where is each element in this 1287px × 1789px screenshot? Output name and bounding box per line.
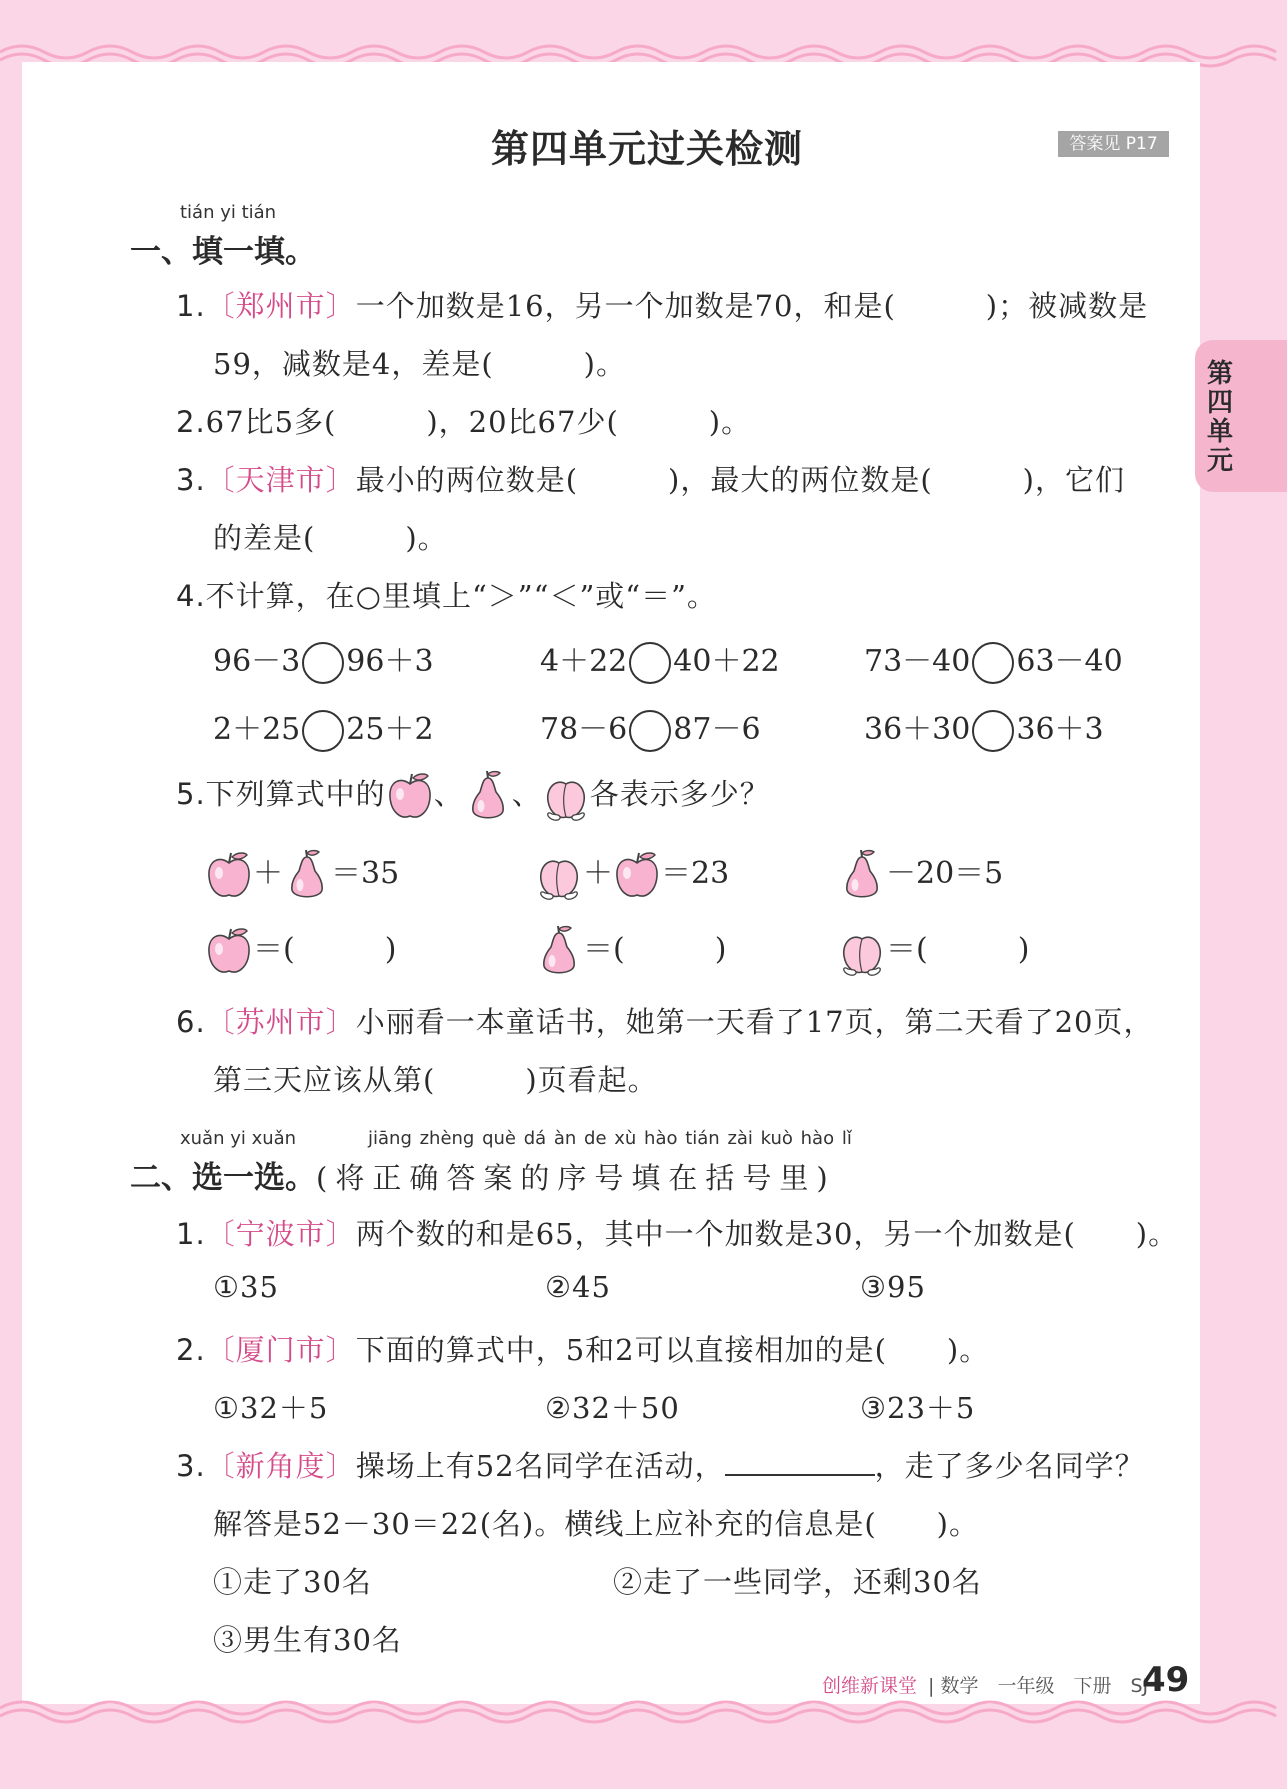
fruit-equation-3 (838, 848, 1003, 901)
compare-left: 73－40 (864, 644, 971, 679)
q-number: 1. (176, 289, 206, 323)
q-text: 最小的两位数是( )，最大的两位数是( )，它们 (355, 463, 1125, 497)
s1-q1 (176, 284, 1148, 325)
q-text: 下面的算式中，5和2可以直接相加的是( )。 (355, 1333, 990, 1367)
unit-side-tab (1195, 340, 1287, 492)
separator: 、 (433, 777, 464, 811)
q-number: 4. (176, 579, 206, 613)
q-number: 1. (176, 1217, 206, 1251)
region-tag: 〔新角度〕 (205, 1449, 356, 1483)
q-number: 2. (176, 405, 206, 439)
fruit-answer-peach (838, 924, 1029, 977)
s1-q4 (176, 574, 717, 615)
option[interactable]: ③23＋5 (860, 1391, 976, 1425)
compare-4 (213, 704, 434, 752)
compare-right: 25＋2 (346, 712, 434, 747)
equation-result: ＝35 (331, 856, 400, 891)
operator: ＋ (253, 856, 283, 891)
compare-left: 78－6 (540, 712, 628, 747)
section2-pinyin-a: xuǎn yi xuǎn (180, 1128, 297, 1149)
q-text: 小丽看一本童话书，她第一天看了17页，第二天看了20页， (355, 1005, 1154, 1039)
answer-reference-badge: 答案见 P17 (1058, 131, 1169, 157)
region-tag: 〔天津市〕 (205, 463, 356, 497)
option[interactable]: ①32＋5 (213, 1391, 329, 1425)
option[interactable]: ③95 (860, 1270, 926, 1304)
apple-icon (205, 925, 253, 977)
region-tag: 〔郑州市〕 (205, 289, 356, 323)
compare-left: 4＋22 (540, 644, 628, 679)
fruit-answer-apple (205, 924, 396, 977)
pear-icon (838, 849, 886, 901)
q-number: 2. (176, 1333, 206, 1367)
page-title: 第四单元过关检测 (491, 127, 804, 171)
option[interactable]: ②45 (545, 1270, 611, 1304)
separator: 、 (511, 777, 542, 811)
compare-circle[interactable] (302, 642, 344, 684)
apple-icon (386, 770, 434, 822)
page-number: 49 (1142, 1660, 1190, 1700)
option[interactable]: ①走了30名 (213, 1565, 372, 1599)
peach-icon (535, 849, 583, 901)
pear-icon (535, 925, 583, 977)
region-tag: 〔宁波市〕 (205, 1217, 356, 1251)
compare-right: 63－40 (1016, 644, 1123, 679)
s1-q6-line2: 第三天应该从第( )页看起。 (213, 1063, 658, 1097)
q-number: 6. (176, 1005, 206, 1039)
s1-q3 (176, 458, 1125, 499)
compare-circle[interactable] (629, 710, 671, 752)
q-number: 3. (176, 463, 206, 497)
answer-blank[interactable]: ＝( ) (253, 932, 397, 967)
pear-icon (464, 770, 512, 822)
side-tab-label: 第四单元 (1207, 359, 1234, 476)
q-text: ，走了多少名同学？ (874, 1449, 1145, 1483)
q-text: 操场上有52名同学在活动， (355, 1449, 725, 1483)
compare-left: 2＋25 (213, 712, 301, 747)
q-number: 5. (176, 777, 206, 811)
pear-icon (283, 849, 331, 901)
fruit-equation-2 (535, 848, 729, 901)
compare-circle[interactable] (302, 710, 344, 752)
compare-right: 36＋3 (1016, 712, 1104, 747)
option[interactable]: ③男生有30名 (213, 1623, 402, 1657)
compare-left: 36＋30 (864, 712, 971, 747)
section1-heading: 一、填一填。 (130, 234, 316, 270)
compare-2 (540, 636, 780, 684)
s1-q6 (176, 1000, 1154, 1041)
section2-heading: 二、选一选。 (130, 1160, 316, 1196)
section2-note: (将正确答案的序号填在括号里) (316, 1161, 836, 1195)
peach-icon (838, 925, 886, 977)
s1-q5 (176, 770, 770, 822)
option[interactable]: ②32＋50 (545, 1391, 680, 1425)
fill-in-line[interactable] (725, 1444, 875, 1476)
option[interactable]: ①35 (213, 1270, 279, 1304)
footer-brand: 创维新课堂 (822, 1675, 918, 1697)
compare-3 (864, 636, 1123, 684)
peach-icon (542, 770, 590, 822)
region-tag: 〔厦门市〕 (205, 1333, 356, 1367)
q-text: 两个数的和是65，其中一个加数是30，另一个加数是( )。 (355, 1217, 1179, 1251)
compare-right: 96＋3 (346, 644, 434, 679)
apple-icon (205, 849, 253, 901)
q-text: 一个加数是16，另一个加数是70，和是( )；被减数是 (355, 289, 1149, 323)
s1-q3-line2: 的差是( )。 (213, 521, 448, 555)
section2-pinyin-b: jiāng zhèng què dá àn de xù hào tián zài kuò hào lǐ (368, 1128, 852, 1149)
compare-left: 96－3 (213, 644, 301, 679)
fruit-answer-pear (535, 924, 726, 977)
section1-pinyin: tián yi tián (180, 202, 277, 223)
operator: ＋ (583, 856, 613, 891)
q-text: 各表示多少？ (589, 777, 770, 811)
answer-blank[interactable]: ＝( ) (886, 932, 1030, 967)
equation-result: ＝23 (661, 856, 730, 891)
q-text: 下列算式中的 (205, 777, 386, 811)
q-text: 67比5多( )，20比67少( )。 (205, 405, 752, 439)
footer-info: | 数学 一年级 下册 SJ (928, 1675, 1149, 1697)
s1-q2 (176, 400, 751, 441)
region-tag: 〔苏州市〕 (205, 1005, 356, 1039)
apple-icon (613, 849, 661, 901)
s1-q1-line2: 59，减数是4，差是( )。 (213, 347, 626, 381)
equation-result: －20＝5 (886, 856, 1004, 891)
s2-q3-line2: 解答是52－30＝22(名)。横线上应补充的信息是( )。 (213, 1507, 979, 1541)
compare-circle[interactable] (972, 710, 1014, 752)
compare-circle[interactable] (629, 642, 671, 684)
s2-q2 (176, 1328, 989, 1369)
q-text: 不计算，在○里填上“＞”“＜”或“＝”。 (205, 579, 717, 613)
s2-q1 (176, 1212, 1178, 1253)
compare-right: 40＋22 (673, 644, 780, 679)
answer-blank[interactable]: ＝( ) (583, 932, 727, 967)
compare-1 (213, 636, 434, 684)
compare-6 (864, 704, 1104, 752)
compare-5 (540, 704, 761, 752)
q-number: 3. (176, 1449, 206, 1483)
compare-circle[interactable] (972, 642, 1014, 684)
section2-heading-row (130, 1152, 836, 1197)
option[interactable]: ②走了一些同学，还剩30名 (613, 1565, 982, 1599)
fruit-equation-1 (205, 848, 399, 901)
s2-q3 (176, 1444, 1145, 1485)
compare-right: 87－6 (673, 712, 761, 747)
